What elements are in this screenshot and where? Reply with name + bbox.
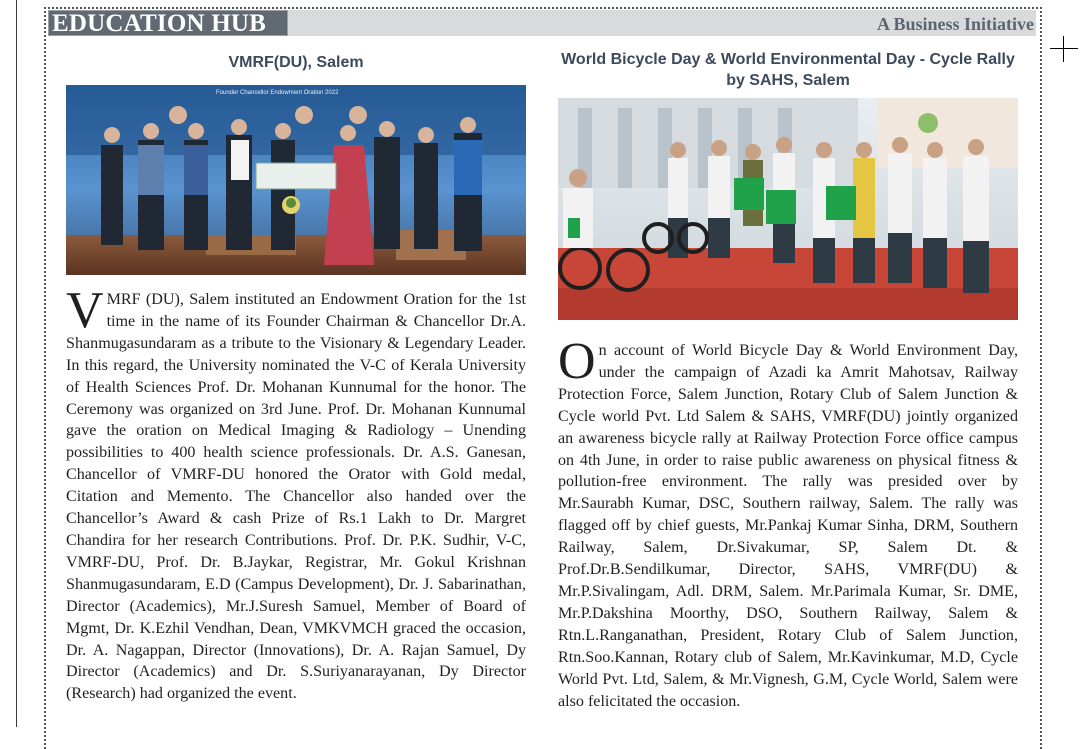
left-article-body — [66, 282, 526, 705]
left-story-photo — [66, 85, 526, 275]
section-title: EDUCATION HUB — [48, 10, 288, 36]
section-tagline: A Business Initiative — [876, 14, 1034, 34]
crop-mark — [1063, 36, 1064, 62]
banner-text: Founder Chancellor Endowment Oration 2022 — [216, 90, 339, 96]
right-dropcap: O — [558, 333, 596, 390]
right-story-photo — [558, 98, 1018, 320]
crop-mark — [1050, 48, 1078, 49]
right-article-text: n account of World Bicycle Day & World Environment Day, under the campaign of Azadi ka Amrit Mahotsav, Railway Protection Force, Salem Junction, Rotary Club of Salem Junction & Cycle world Pvt. Ltd Salem & SAHS, VMRF(DU) jointly organized an awareness bicycle rally at Railway Protection Force office campus on 4th June, in order to raise public awareness on physical fitness & pollution-free environment. The rally was presided over by Mr.Saurabh Kumar, DSC, Southern railway, Salem. The rally was flagged off by chief guests, Mr.Pankaj Kumar Sinha, DRM, Southern Railway, Salem, Dr.Sivakumar, SP, Salem Dt. & Prof.Dr.B.Sendilkumar, Director, SAHS, VMRF(DU) & Mr.P.Sivalingam, Adl. DRM, Salem. Mr.Parimala Kumar, Sr. DME, Mr.P.Dakshina Moorthy, DSO, Southern Railway, Salem & Rtn.L.Ranganathan, President, Rotary Club of Salem Junction, Rtn.Soo.Kannan, Rotary club of Salem, Mr.Kavinkumar, M.D, Cycle World Pvt. Ltd, Salem, & Mr.Vignesh, G.M, Cycle World, Salem were also felicitated the occasion. — [558, 342, 1018, 710]
page-gutter-rule — [16, 0, 17, 727]
left-headline: VMRF(DU), Salem — [228, 54, 364, 71]
cycle-rally-image — [558, 98, 1018, 320]
right-article-body — [558, 333, 1018, 712]
right-headline: World Bicycle Day & World Environmental Day - Cycle Rally by SAHS, Salem — [561, 51, 1015, 89]
left-article-text: MRF (DU), Salem instituted an Endowment Oration for the 1st time in the name of its Founder Chairman & Chancellor Dr.A. Shanmugasundaram as a tribute to the Visionary & Legendary Leader. In this regard, the University nominated the V-C of Kerala University of Health Sciences Prof. Dr. Mohanan Kunnumal for the honor. The Ceremony was organized on 3rd June. Prof. Dr. Mohanan Kunnumal gave the oration on Medical Imaging & Radiology – Unending possibilities to 400 health science professionals. Dr. A.S. Ganesan, Chancellor of VMRF-DU honored the Orator with Gold medal, Citation and Memento. The Chancellor also handed over the Chancellor’s Award & cash Prize of Rs.1 Lakh to Dr. Margret Chandira for her research Contributions. Prof. Dr. P.K. Sudhir, V-C, VMRF-DU, Prof. Dr. B.Jaykar, Registrar, Mr. Gokul Krishnan Shanmugasundaram, E.D (Campus Development), Dr. J. Sabarinathan, Director (Academics), Mr.J.Suresh Samuel, Member of Board of Mgmt, Dr. K.Ezhil Vendhan, Dean, VMKVMCH graced the occasion, Dr. A. Nagappan, Director (Innovations), Dr. A. Rajan Samuel, Dy Director (Academics) and Dr. S.Suriyanarayanan, Dy Director (Research) had organized the event. — [66, 291, 526, 703]
award-ceremony-image — [66, 85, 526, 275]
left-dropcap: V — [66, 282, 104, 339]
